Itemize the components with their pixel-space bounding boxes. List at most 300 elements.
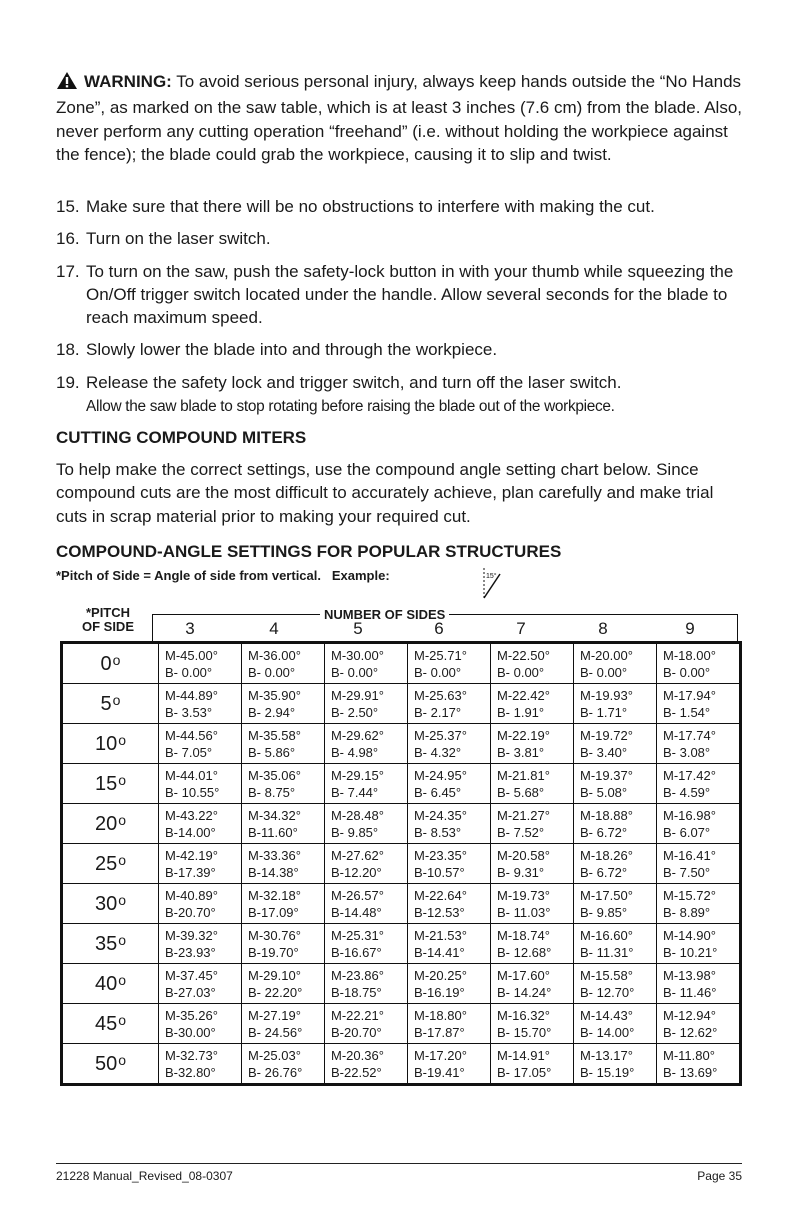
step-number: 18. (56, 340, 80, 360)
miter-number: M-17.50 (580, 887, 628, 903)
setting-cell (491, 804, 574, 844)
table-row (62, 764, 741, 804)
miter-value: M-40.89° (165, 887, 218, 903)
setting-cell (574, 684, 657, 724)
setting-cell (657, 643, 741, 684)
side-count: 3 (185, 619, 195, 638)
warning-text: To avoid serious personal injury, always keep hands outside the “No Hands Zone”, as marked on the saw table, which is at least 3 inches (7.6 cm) from the blade. Also, never perform any cutting operation “freehand” (i.e. without holding the workpiece against the fence); the blade could grab the workpiece, causing it to slip and twist. (56, 72, 742, 164)
bevel-value: B- 7.50° (663, 864, 711, 880)
pitch-cell (62, 844, 159, 884)
setting-cell (159, 724, 242, 764)
setting-cell (657, 764, 741, 804)
miter-value: M-14.43° (580, 1007, 633, 1023)
miter-number: M-34.32 (248, 807, 296, 823)
side-count: 7 (516, 619, 526, 638)
miter-number: M-39.32 (165, 927, 213, 943)
pitch-value: 25 (94, 852, 118, 875)
bevel-number: B- 26.76 (248, 1064, 298, 1080)
setting-cell (408, 964, 491, 1004)
setting-cell (574, 804, 657, 844)
miter-number: M-25.71 (414, 647, 462, 663)
degree-mark: o (118, 1011, 127, 1028)
miter-number: M-16.98 (663, 807, 711, 823)
miter-value: M-32.73° (165, 1047, 218, 1063)
bevel-value: B- 2.94° (248, 704, 296, 720)
bevel-number: B- 9.85 (331, 824, 373, 840)
bevel-number: B- 3.08 (663, 744, 705, 760)
bevel-number: B- 14.24 (497, 984, 547, 1000)
setting-cell (491, 964, 574, 1004)
setting-cell (242, 684, 325, 724)
setting-cell (242, 884, 325, 924)
cutting-heading: CUTTING COMPOUND MITERS (56, 428, 307, 447)
footer-page-number: Page 35 (697, 1169, 742, 1183)
bevel-value: B- 4.32° (414, 744, 462, 760)
setting-cell (242, 924, 325, 964)
miter-number: M-11.80 (663, 1047, 710, 1063)
bevel-number: B-12.20 (331, 864, 377, 880)
bevel-value: B-10.57° (414, 864, 465, 880)
miter-number: M-26.57 (331, 887, 379, 903)
sides-header-label: NUMBER OF SIDES (320, 607, 449, 622)
pitch-cell (62, 964, 159, 1004)
bevel-value: B- 15.70° (497, 1024, 552, 1040)
bevel-number: B-10.57 (414, 864, 460, 880)
degree-mark: o (118, 731, 127, 748)
miter-value: M-28.48° (331, 807, 384, 823)
setting-cell (491, 1004, 574, 1044)
setting-cell (159, 924, 242, 964)
miter-value: M-29.62° (331, 727, 384, 743)
bevel-value: B- 2.17° (414, 704, 462, 720)
setting-cell (159, 1004, 242, 1044)
miter-value: M-15.58° (580, 967, 633, 983)
miter-number: M-21.27 (497, 807, 545, 823)
bevel-value: B- 13.69° (663, 1064, 718, 1080)
pitch-example-figure (480, 566, 520, 607)
bevel-value: B-22.52° (331, 1064, 382, 1080)
table-row (62, 964, 741, 1004)
miter-value: M-35.06° (248, 767, 301, 783)
miter-number: M-14.91 (497, 1047, 545, 1063)
bevel-number: B-20.70 (331, 1024, 377, 1040)
setting-cell (657, 924, 741, 964)
miter-number: M-19.73 (497, 887, 545, 903)
setting-cell (242, 804, 325, 844)
setting-cell (408, 844, 491, 884)
setting-cell (242, 724, 325, 764)
miter-number: M-20.58 (497, 847, 545, 863)
setting-cell (159, 1044, 242, 1085)
pitch-cell (62, 684, 159, 724)
bevel-number: B-14.48 (331, 904, 377, 920)
miter-value: M-11.80° (663, 1047, 715, 1063)
setting-cell (491, 844, 574, 884)
bevel-value: B- 11.03° (497, 904, 551, 920)
example-label: Example: (331, 568, 390, 583)
miter-value: M-25.03° (248, 1047, 301, 1063)
bevel-value: B-18.75° (331, 984, 382, 1000)
degree-mark: o (118, 771, 127, 788)
miter-value: M-19.73° (497, 887, 550, 903)
miter-value: M-18.80° (414, 1007, 467, 1023)
setting-cell (657, 844, 741, 884)
miter-value: M-15.72° (663, 887, 716, 903)
setting-cell (574, 924, 657, 964)
bevel-value: B-27.03° (165, 984, 216, 1000)
table-row (62, 1004, 741, 1044)
setting-cell (574, 964, 657, 1004)
bevel-number: B- 1.54 (663, 704, 705, 720)
bevel-value: B- 6.45° (414, 784, 462, 800)
bevel-number: B- 4.59 (663, 784, 705, 800)
step-text: Make sure that there will be no obstructions to interfere with making the cut. (86, 197, 655, 216)
miter-number: M-25.63 (414, 687, 462, 703)
table-row (62, 924, 741, 964)
setting-cell (325, 844, 408, 884)
miter-number: M-44.56 (165, 727, 213, 743)
bevel-number: B-17.39 (165, 864, 211, 880)
miter-number: M-44.01 (165, 767, 213, 783)
bevel-value: B-16.19° (414, 984, 465, 1000)
degree-mark: o (112, 651, 121, 668)
setting-cell (159, 643, 242, 684)
side-count: 4 (269, 619, 279, 638)
miter-number: M-32.18 (248, 887, 296, 903)
bevel-value: B- 7.52° (497, 824, 545, 840)
miter-value: M-16.98° (663, 807, 716, 823)
miter-number: M-28.48 (331, 807, 379, 823)
miter-number: M-21.81 (497, 767, 545, 783)
side-count: 5 (353, 619, 363, 638)
setting-cell (657, 684, 741, 724)
miter-value: M-33.36° (248, 847, 301, 863)
pitch-cell (62, 1004, 159, 1044)
step-text: Release the safety lock and trigger switch, and turn off the laser switch. (86, 372, 622, 392)
miter-number: M-22.50 (497, 647, 545, 663)
footer-doc-id: 21228 Manual_Revised_08-0307 (56, 1169, 233, 1183)
pitch-value: 10 (94, 732, 118, 755)
bevel-value: B-14.00° (165, 824, 216, 840)
bevel-number: B-11.60 (248, 824, 293, 840)
miter-value: M-22.21° (331, 1007, 384, 1023)
setting-cell (408, 684, 491, 724)
bevel-value: B- 5.86° (248, 744, 296, 760)
miter-number: M-36.00 (248, 647, 296, 663)
bevel-value: B- 8.75° (248, 784, 296, 800)
miter-value: M-32.18° (248, 887, 301, 903)
bevel-value: B-17.87° (414, 1024, 465, 1040)
bevel-value: B- 10.21° (663, 944, 718, 960)
setting-cell (159, 804, 242, 844)
miter-value: M-30.00° (331, 647, 384, 663)
miter-value: M-17.20° (414, 1047, 467, 1063)
bevel-value: B- 11.31° (580, 944, 634, 960)
bevel-number: B-19.70 (248, 944, 294, 960)
miter-number: M-16.32 (497, 1007, 545, 1023)
bevel-value: B- 6.72° (580, 824, 628, 840)
miter-number: M-32.73 (165, 1047, 213, 1063)
miter-number: M-13.98 (663, 967, 711, 983)
bevel-number: B-17.09 (248, 904, 294, 920)
miter-number: M-24.95 (414, 767, 462, 783)
miter-number: M-43.22 (165, 807, 213, 823)
miter-number: M-20.36 (331, 1047, 379, 1063)
miter-number: M-17.94 (663, 687, 711, 703)
step-15 (56, 195, 742, 218)
bevel-value: B- 4.59° (663, 784, 711, 800)
miter-number: M-35.06 (248, 767, 296, 783)
bevel-number: B-17.87 (414, 1024, 460, 1040)
bevel-number: B- 7.05 (165, 744, 207, 760)
miter-value: M-27.62° (331, 847, 384, 863)
miter-number: M-18.88 (580, 807, 628, 823)
bevel-number: B- 12.70 (580, 984, 630, 1000)
miter-value: M-21.53° (414, 927, 467, 943)
miter-value: M-22.19° (497, 727, 550, 743)
miter-value: M-29.15° (331, 767, 384, 783)
miter-number: M-17.20 (414, 1047, 462, 1063)
bevel-value: B- 9.85° (331, 824, 379, 840)
bevel-value: B- 26.76° (248, 1064, 303, 1080)
setting-cell (325, 1004, 408, 1044)
bevel-value: B- 0.00° (165, 664, 213, 680)
miter-value: M-30.76° (248, 927, 301, 943)
pitch-value: 15 (94, 772, 118, 795)
miter-number: M-17.74 (663, 727, 711, 743)
setting-cell (574, 1044, 657, 1085)
miter-number: M-15.72 (663, 887, 711, 903)
miter-number: M-35.26 (165, 1007, 213, 1023)
miter-number: M-33.36 (248, 847, 296, 863)
miter-value: M-44.01° (165, 767, 218, 783)
step-number: 17. (56, 261, 80, 281)
bevel-number: B- 8.53 (414, 824, 456, 840)
setting-cell (325, 924, 408, 964)
miter-value: M-16.41° (663, 847, 716, 863)
pitch-cell (62, 724, 159, 764)
bevel-value: B-23.93° (165, 944, 216, 960)
miter-number: M-40.89 (165, 887, 213, 903)
bevel-value: B-19.41° (414, 1064, 465, 1080)
pitch-value: 0 (100, 652, 112, 675)
bevel-value: B- 8.89° (663, 904, 711, 920)
pitch-cell (62, 764, 159, 804)
pitch-cell (62, 924, 159, 964)
bevel-number: B-14.38 (248, 864, 294, 880)
miter-number: M-44.89 (165, 687, 213, 703)
setting-cell (242, 764, 325, 804)
setting-cell (491, 884, 574, 924)
table-row (62, 844, 741, 884)
bevel-number: B- 5.68 (497, 784, 539, 800)
miter-value: M-13.17° (580, 1047, 633, 1063)
bevel-number: B- 11.03 (497, 904, 546, 920)
miter-value: M-44.89° (165, 687, 218, 703)
setting-cell (657, 884, 741, 924)
setting-cell (242, 964, 325, 1004)
bevel-number: B- 24.56 (248, 1024, 298, 1040)
bevel-number: B-14.41 (414, 944, 460, 960)
bevel-value: B- 12.70° (580, 984, 635, 1000)
miter-number: M-18.26 (580, 847, 628, 863)
bevel-number: B- 15.70 (497, 1024, 547, 1040)
pitch-column-header (66, 606, 150, 634)
miter-value: M-20.36° (331, 1047, 384, 1063)
warning-block (56, 70, 742, 166)
pitch-note-text: *Pitch of Side = Angle of side from vertical. (56, 568, 321, 583)
miter-value: M-44.56° (165, 727, 218, 743)
miter-number: M-29.15 (331, 767, 379, 783)
bevel-number: B- 7.52 (497, 824, 539, 840)
miter-value: M-24.95° (414, 767, 467, 783)
miter-number: M-20.00 (580, 647, 628, 663)
bevel-value: B-12.53° (414, 904, 465, 920)
bevel-value: B- 3.81° (497, 744, 545, 760)
setting-cell (574, 1004, 657, 1044)
setting-cell (408, 1044, 491, 1085)
bevel-value: B- 10.55° (165, 784, 220, 800)
setting-cell (574, 884, 657, 924)
step-16 (56, 227, 742, 250)
miter-value: M-17.94° (663, 687, 716, 703)
bevel-number: B-20.70 (165, 904, 211, 920)
bevel-value: B- 14.24° (497, 984, 552, 1000)
bevel-value: B- 1.71° (580, 704, 628, 720)
bevel-value: B- 6.07° (663, 824, 711, 840)
miter-number: M-30.00 (331, 647, 379, 663)
bevel-value: B- 0.00° (414, 664, 462, 680)
table-row (62, 804, 741, 844)
bevel-value: B- 6.72° (580, 864, 628, 880)
setting-cell (325, 804, 408, 844)
miter-number: M-14.43 (580, 1007, 628, 1023)
bevel-number: B-32.80 (165, 1064, 211, 1080)
bevel-number: B- 5.86 (248, 744, 290, 760)
bevel-value: B- 5.08° (580, 784, 628, 800)
setting-cell (325, 884, 408, 924)
table-row (62, 724, 741, 764)
bevel-number: B- 17.05 (497, 1064, 547, 1080)
bevel-value: B-20.70° (165, 904, 216, 920)
miter-number: M-12.94 (663, 1007, 711, 1023)
bevel-value: B- 14.00° (580, 1024, 635, 1040)
bevel-number: B- 13.69 (663, 1064, 713, 1080)
setting-cell (574, 643, 657, 684)
bevel-number: B- 6.45 (414, 784, 456, 800)
miter-number: M-22.21 (331, 1007, 379, 1023)
step-18 (56, 338, 742, 361)
pitch-value: 35 (94, 932, 118, 955)
setting-cell (408, 643, 491, 684)
miter-number: M-35.58 (248, 727, 296, 743)
pitch-cell (62, 643, 159, 684)
degree-mark: o (118, 1051, 127, 1068)
setting-cell (574, 724, 657, 764)
setting-cell (325, 724, 408, 764)
pitch-value: 30 (94, 892, 118, 915)
miter-value: M-12.94° (663, 1007, 716, 1023)
bevel-number: B-19.41 (414, 1064, 460, 1080)
bevel-number: B- 11.46 (663, 984, 712, 1000)
bevel-number: B- 12.68 (497, 944, 547, 960)
pitch-cell (62, 1044, 159, 1085)
side-count: 8 (598, 619, 608, 638)
setting-cell (242, 1044, 325, 1085)
miter-value: M-23.86° (331, 967, 384, 983)
footer-divider (56, 1163, 742, 1164)
bevel-number: B- 11.31 (580, 944, 629, 960)
table-row (62, 643, 741, 684)
bevel-value: B-11.60° (248, 824, 298, 840)
setting-cell (242, 844, 325, 884)
bevel-number: B- 1.91 (497, 704, 539, 720)
table-row (62, 1044, 741, 1085)
bevel-number: B- 15.19 (580, 1064, 630, 1080)
bevel-value: B- 4.98° (331, 744, 379, 760)
setting-cell (657, 964, 741, 1004)
compound-heading: COMPOUND-ANGLE SETTINGS FOR POPULAR STRUCTURES (56, 542, 562, 561)
setting-cell (325, 684, 408, 724)
example-angle: 15° (486, 573, 497, 580)
miter-value: M-25.71° (414, 647, 467, 663)
bevel-value: B-19.70° (248, 944, 299, 960)
bevel-number: B- 22.20 (248, 984, 298, 1000)
bevel-value: B- 0.00° (663, 664, 711, 680)
miter-value: M-42.19° (165, 847, 218, 863)
miter-value: M-25.63° (414, 687, 467, 703)
bevel-number: B- 14.00 (580, 1024, 630, 1040)
pitch-note (56, 568, 390, 583)
miter-number: M-18.74 (497, 927, 545, 943)
table-row (62, 884, 741, 924)
bevel-number: B- 6.72 (580, 864, 622, 880)
setting-cell (491, 684, 574, 724)
setting-cell (325, 964, 408, 1004)
miter-value: M-17.60° (497, 967, 550, 983)
bevel-value: B- 15.19° (580, 1064, 635, 1080)
miter-value: M-19.72° (580, 727, 633, 743)
miter-value: M-17.74° (663, 727, 716, 743)
pitch-header-line1: *PITCH (85, 605, 131, 620)
setting-cell (574, 764, 657, 804)
pitch-cell (62, 884, 159, 924)
bevel-number: B- 0.00 (580, 664, 622, 680)
bevel-value: B- 9.31° (497, 864, 545, 880)
setting-cell (242, 1004, 325, 1044)
bevel-value: B-14.48° (331, 904, 382, 920)
bevel-number: B-30.00 (165, 1024, 211, 1040)
miter-number: M-19.93 (580, 687, 628, 703)
miter-number: M-25.37 (414, 727, 462, 743)
bevel-number: B- 9.31 (497, 864, 539, 880)
bevel-value: B- 3.08° (663, 744, 711, 760)
miter-value: M-39.32° (165, 927, 218, 943)
bevel-value: B-30.00° (165, 1024, 216, 1040)
miter-value: M-20.25° (414, 967, 467, 983)
miter-value: M-35.26° (165, 1007, 218, 1023)
miter-number: M-18.00 (663, 647, 711, 663)
setting-cell (159, 964, 242, 1004)
miter-number: M-24.35 (414, 807, 462, 823)
instruction-steps (56, 195, 742, 427)
bevel-value: B- 12.68° (497, 944, 552, 960)
bevel-value: B- 8.53° (414, 824, 462, 840)
miter-value: M-20.00° (580, 647, 633, 663)
setting-cell (491, 643, 574, 684)
bevel-number: B- 0.00 (248, 664, 290, 680)
miter-number: M-14.90 (663, 927, 711, 943)
